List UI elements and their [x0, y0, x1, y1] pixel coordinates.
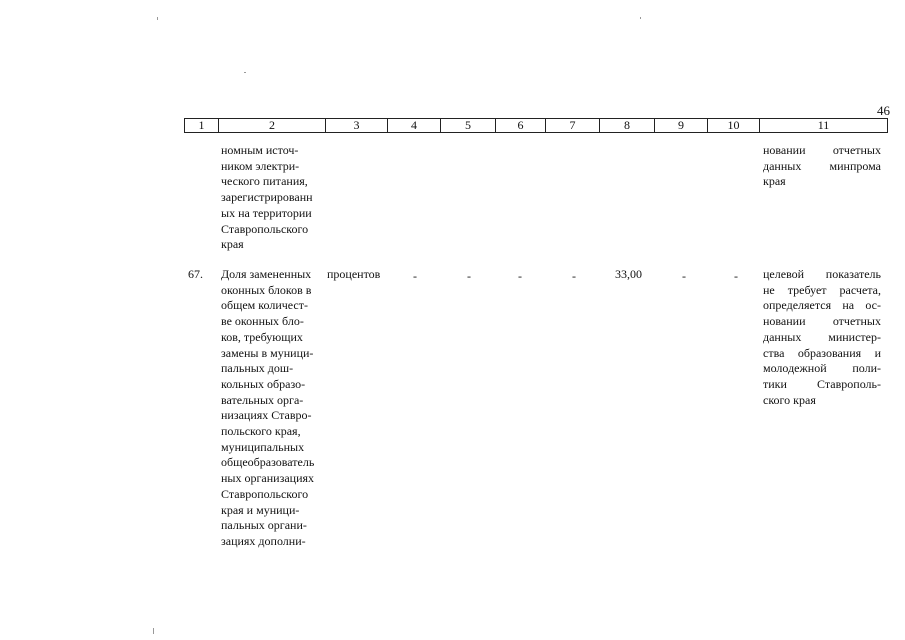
text-line: края	[763, 174, 786, 189]
column-header-10: 10	[708, 119, 760, 133]
row-67-number: 67.	[188, 267, 203, 281]
column-header-7: 7	[546, 119, 600, 133]
page-number: 46	[877, 103, 890, 118]
row-67-col6: -	[518, 269, 522, 283]
text-line: зарегистрированн	[221, 190, 313, 205]
continued-row-name	[221, 143, 321, 253]
text-line: вательных орга-	[221, 392, 304, 407]
text-line: Ставропольского	[221, 221, 309, 236]
text-line: низациях Ставро-	[221, 408, 312, 423]
column-number-header	[184, 118, 888, 133]
row-67-unit: процентов	[327, 267, 381, 281]
text-line: общем количест-	[221, 298, 308, 313]
text-line: края и муници-	[221, 502, 300, 517]
continued-row-note	[763, 143, 881, 190]
text-line: замены в муници-	[221, 345, 314, 360]
text-line: новании отчетных	[763, 314, 881, 329]
column-header-3: 3	[326, 119, 388, 133]
text-line: не требует расчета,	[763, 282, 881, 297]
text-line: ником электри-	[221, 158, 300, 173]
row-67-col9: -	[682, 269, 686, 283]
text-line: Ставропольского	[221, 486, 309, 501]
text-line: ых на территории	[221, 205, 312, 220]
text-line: ского края	[763, 392, 816, 407]
row-67-col8: 33,00	[615, 267, 642, 281]
text-line: общеобразователь	[221, 455, 315, 470]
row-67-col5: -	[467, 269, 471, 283]
text-line: молодежной поли-	[763, 361, 881, 376]
text-line: данных министер-	[763, 329, 881, 344]
column-header-2: 2	[219, 119, 326, 133]
text-line: номным источ-	[221, 143, 299, 157]
text-line: тики Ставрополь-	[763, 376, 881, 391]
column-header-8: 8	[600, 119, 655, 133]
text-line: ных организациях	[221, 471, 315, 486]
column-header-9: 9	[655, 119, 708, 133]
text-line: Доля замененных	[221, 267, 312, 281]
text-line: целевой показатель	[763, 267, 881, 281]
text-line: ве оконных бло-	[221, 314, 304, 329]
row-67-col4: -	[413, 269, 417, 283]
text-line: ческого питания,	[221, 174, 308, 189]
text-line: ков, требующих	[221, 329, 303, 344]
text-line: пальных дош-	[221, 361, 294, 376]
scan-speck	[640, 17, 641, 19]
column-header-1: 1	[185, 119, 219, 133]
text-line: определяется на ос-	[763, 298, 881, 313]
text-line: ства образования и	[763, 345, 881, 360]
text-line: новании отчетных	[763, 143, 881, 157]
scan-speck	[153, 628, 154, 634]
row-67-col7: -	[572, 269, 576, 283]
text-line: данных минпрома	[763, 158, 881, 173]
text-line: польского края,	[221, 424, 301, 439]
row-67-col10: -	[734, 269, 738, 283]
text-line: пальных органи-	[221, 518, 307, 533]
row-67-note	[763, 267, 881, 408]
column-header-5: 5	[441, 119, 496, 133]
text-line: оконных блоков в	[221, 282, 312, 297]
text-line: кольных образо-	[221, 376, 306, 391]
text-line: края	[221, 237, 244, 252]
column-header-11: 11	[760, 119, 888, 133]
column-header-4: 4	[388, 119, 441, 133]
scan-speck	[157, 17, 158, 20]
text-line: муниципальных	[221, 439, 305, 454]
scan-speck	[244, 72, 246, 73]
text-line: зациях дополни-	[221, 533, 306, 548]
column-header-6: 6	[496, 119, 546, 133]
row-67-name	[221, 267, 321, 550]
